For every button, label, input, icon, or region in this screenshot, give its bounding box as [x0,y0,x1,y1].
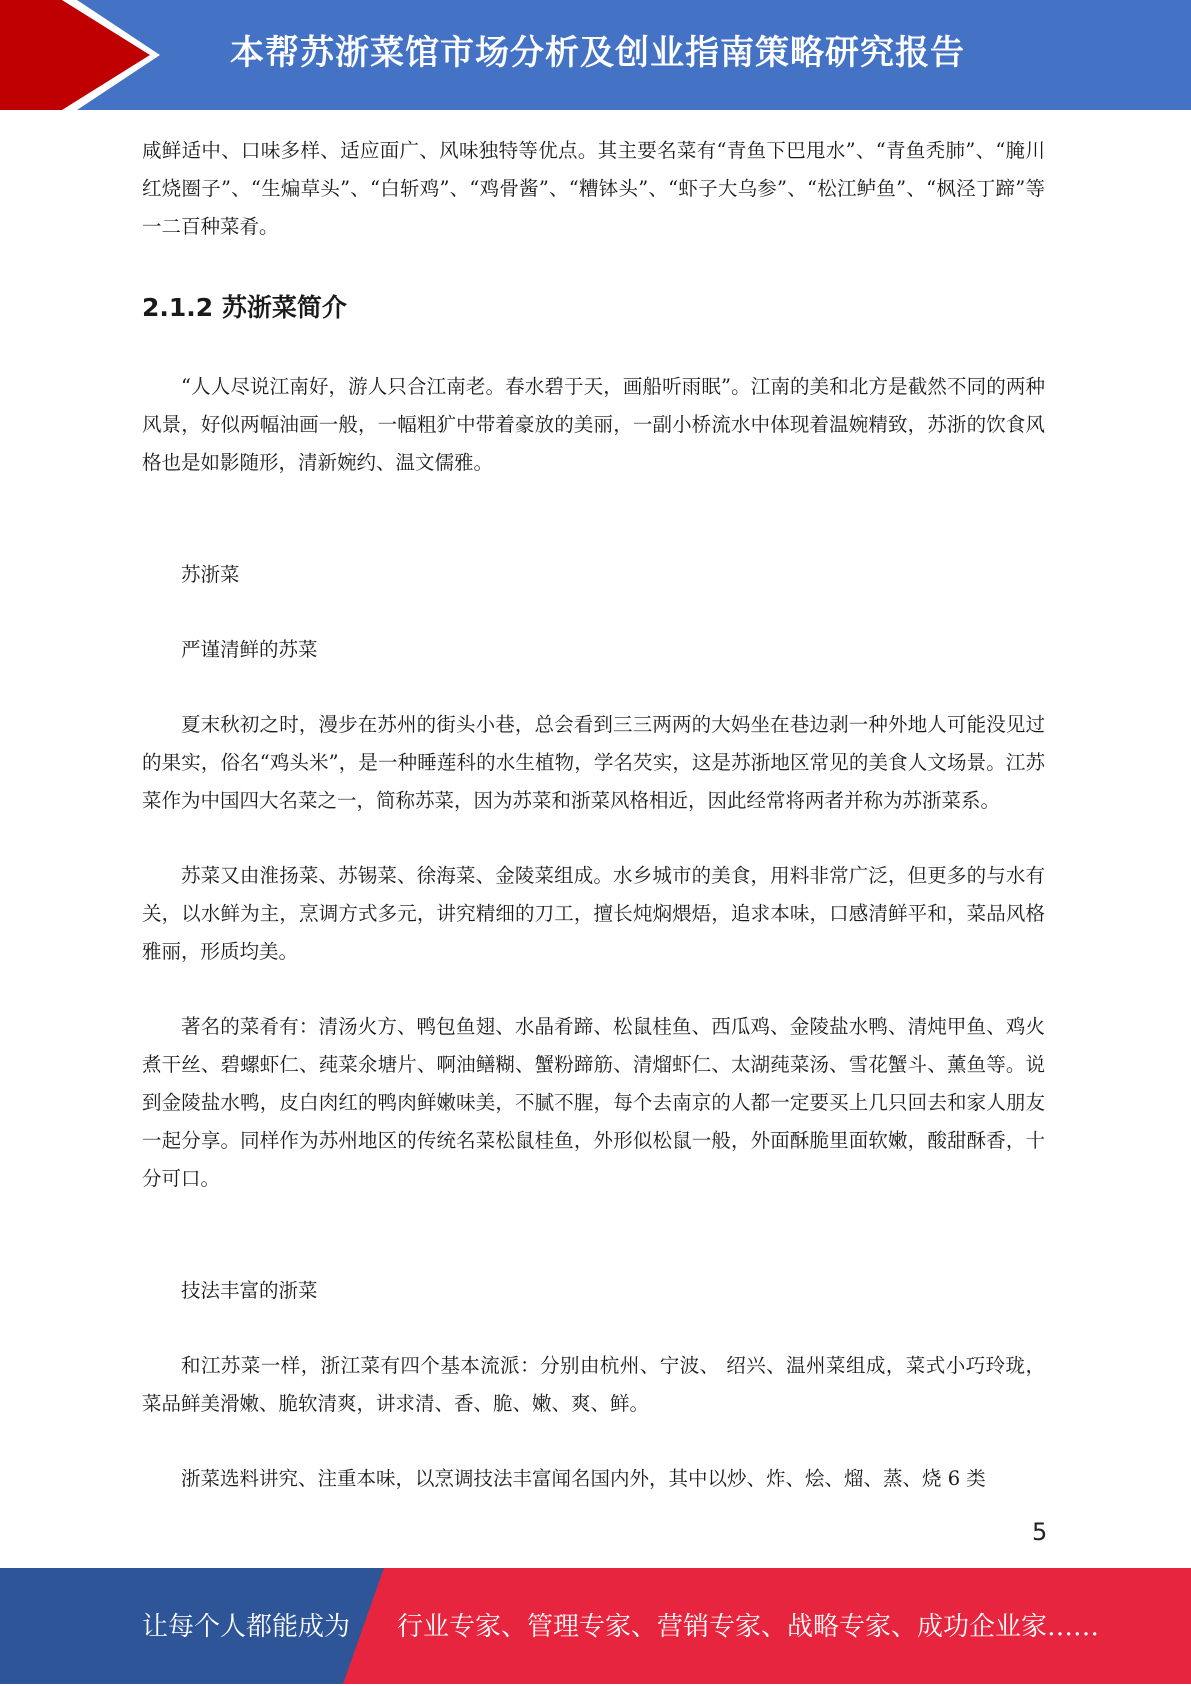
page-number: 5 [1032,1518,1048,1546]
section-heading: 2.1.2 苏浙菜简介 [142,293,347,322]
paragraph-jitoumi: 夏末秋初之时，漫步在苏州的街头小巷，总会看到三三两两的大妈坐在巷边剥一种外地人可能没见过的果实，俗名“鸡头米”，是一种睡莲科的水生植物，学名芡实，这是苏浙地区常见的美食人文场景。江苏菜作为中国四大名菜之一，简称苏菜，因为苏菜和浙菜风格相近，因此经常将两者并称为苏浙菜系。 [142,713,1045,812]
paragraph-zhe-branches: 和江苏菜一样，浙江菜有四个基本流派：分别由杭州、宁波、 绍兴、温州菜组成，菜式小巧玲珑，菜品鲜美滑嫩、脆软清爽，讲求清、香、脆、嫩、爽、鲜。 [142,1354,1045,1415]
paragraph-jiangnan: “人人尽说江南好，游人只合江南老。春水碧于天，画船听雨眠”。江南的美和北方是截然不同的两种风景，好似两幅油画一般，一幅粗犷中带着豪放的美丽，一副小桥流水中体现着温婉精致，苏浙的饮食风格也是如影随形，清新婉约、温文儒雅。 [142,375,1045,474]
subheading-suzhe: 苏浙菜 [181,563,240,586]
paragraph-zhe-techniques: 浙菜选料讲究、注重本味，以烹调技法丰富闻名国内外，其中以炒、炸、烩、熘、蒸、烧 6 类 [181,1467,986,1490]
page-footer [0,1568,1191,1684]
subheading-su-cuisine: 严谨清鲜的苏菜 [181,638,318,661]
intro-paragraph: 咸鲜适中、口味多样、适应面广、风味独特等优点。其主要名菜有“青鱼下巴甩水”、“青鱼秃肺”、“腌川红烧圈子”、“生煸草头”、“白斩鸡”、“鸡骨酱”、“糟钵头”、“虾子大乌参”、“松江鲈鱼”、“枫泾丁蹄”等一二百种菜肴。 [142,139,1045,238]
report-title: 本帮苏浙菜馆市场分析及创业指南策略研究报告 [230,33,965,73]
page-header [0,0,1191,110]
page-body [142,132,1045,1498]
footer-slogan-right: 行业专家、管理专家、营销专家、战略专家、成功企业家…… [397,1612,1100,1642]
paragraph-su-branches: 苏菜又由淮扬菜、苏锡菜、徐海菜、金陵菜组成。水乡城市的美食，用料非常广泛，但更多的与水有关，以水鲜为主，烹调方式多元，讲究精细的刀工，擅长炖焖煨焐，追求本味，口感清鲜平和，菜品风格雅丽，形质均美。 [142,864,1045,963]
footer-slogan-left: 让每个人都能成为 [142,1612,351,1642]
subheading-zhe-cuisine: 技法丰富的浙菜 [181,1279,318,1302]
paragraph-famous-dishes: 著名的菜肴有：清汤火方、鸭包鱼翅、水晶肴蹄、松鼠桂鱼、西瓜鸡、金陵盐水鸭、清炖甲鱼、鸡火煮干丝、碧螺虾仁、莼菜氽塘片、啊油鳝糊、蟹粉蹄筋、清熘虾仁、太湖莼菜汤、雪花蟹斗、薰鱼等。说到金陵盐水鸭，皮白肉红的鸭肉鲜嫩味美，不腻不腥，每个去南京的人都一定要买上几只回去和家人朋友一起分享。同样作为苏州地区的传统名菜松鼠桂鱼，外形似松鼠一般，外面酥脆里面软嫩，酸甜酥香，十分可口。 [142,1015,1045,1190]
